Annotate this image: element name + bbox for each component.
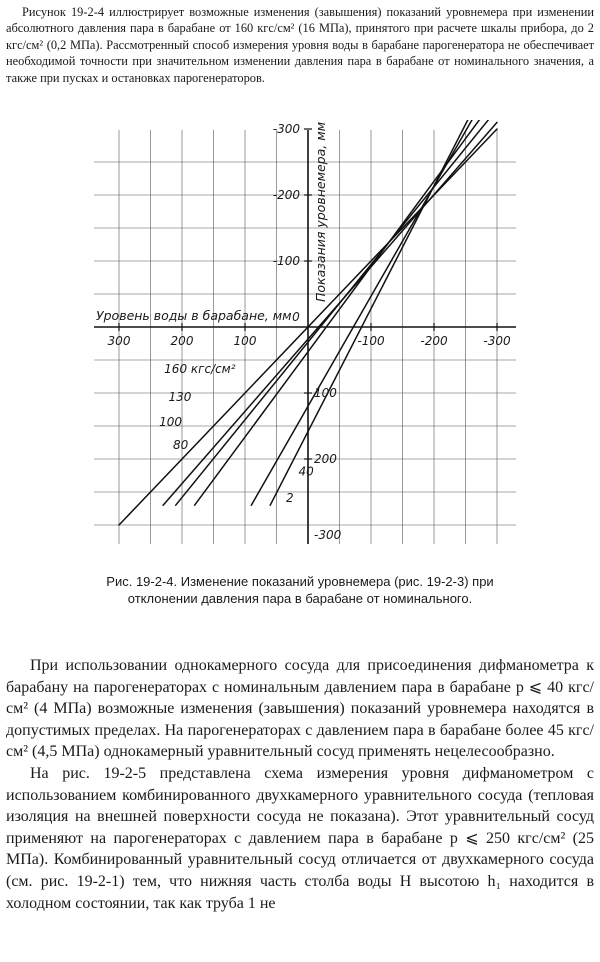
chart-grid (94, 130, 516, 544)
x-axis-title: Уровень воды в барабане, мм (96, 308, 292, 323)
series-label: 160 кгс/см² (164, 362, 236, 377)
series-label: 130 (168, 389, 192, 404)
y-tick-label: -300 (272, 122, 300, 136)
x-tick-label: 200 (170, 334, 194, 348)
series-line (270, 120, 497, 505)
x-tick-label: -200 (420, 334, 448, 348)
x-tick-label: 100 (233, 334, 257, 348)
y-axis-title: Показания уровнемера, мм (313, 121, 328, 302)
series-label: 40 (298, 464, 314, 479)
series-label: 80 (173, 438, 189, 453)
body-paragraph-2: На рис. 19-2-5 представлена схема измерения уровня дифманометром с использованием комбинированного двухкамерного уравнительного сосуда (тепловая изоляция на внешней поверхности сосуда не показана). Этот уравнительный сосуд применяют на парогенераторах с давлением пара в барабане p ⩽ 250 кгс/см² (25 МПа). Комбинированный уравнительный сосуд отличается от двухкамерного сосуда (см. рис. 19-2-1) тем, что нижняя часть столба воды H высотою h₁ находится в холодном состоянии, так как труба 1 не (6, 764, 594, 912)
y-tick-label: 100 (314, 386, 337, 400)
y-tick-label: -200 (272, 188, 300, 202)
y-tick-label: -300 (314, 527, 342, 542)
x-tick-label: -300 (483, 334, 511, 348)
y-tick-label: 200 (314, 452, 337, 466)
chart-axes (94, 129, 516, 544)
x-tick-label: 300 (107, 334, 131, 348)
x-tick-label: -100 (357, 334, 385, 348)
y-tick-label: -100 (272, 254, 300, 268)
series-label: 2 (285, 490, 294, 505)
figure-caption: Рис. 19-2-4. Изменение показаний уровнемера (рис. 19-2-3) при отклонении давления пара в барабане от номинального. (106, 574, 494, 606)
x-tick-label: 0 (292, 310, 300, 324)
body-paragraph-1: При использовании однокамерного сосуда для присоединения дифманометра к барабану на парогенераторах с номинальным давлением пара в барабане p ⩽ 40 кгс/см² (4 МПа) возможные изменения (завышения) показаний уровнемера находятся в допустимых пределах. На парогенераторах с давлением пара в барабане более 45 кгс/см² (4,5 МПа) однокамерный уравнительный сосуд применять нецелесообразно. (6, 657, 594, 761)
level-gauge-chart (76, 120, 526, 560)
intro-paragraph: Рисунок 19-2-4 иллюстрирует возможные изменения (завышения) показаний уровнемера при изменении абсолютного давления пара в барабане от 160 кгс/см² (16 МПа), принятого при расчете шкалы прибора, до 2 кгс/см² (0,2 МПа). Рассмотренный способ измерения уровня воды в барабане парогенератора не обеспечивает необходимой точности при значительном изменении давления пара в барабане от номинального значения, а также при пусках и остановках парогенераторов. (6, 5, 594, 85)
series-label: 100 (159, 415, 182, 429)
body-text (6, 655, 594, 914)
figure-19-2-4 (76, 120, 526, 560)
